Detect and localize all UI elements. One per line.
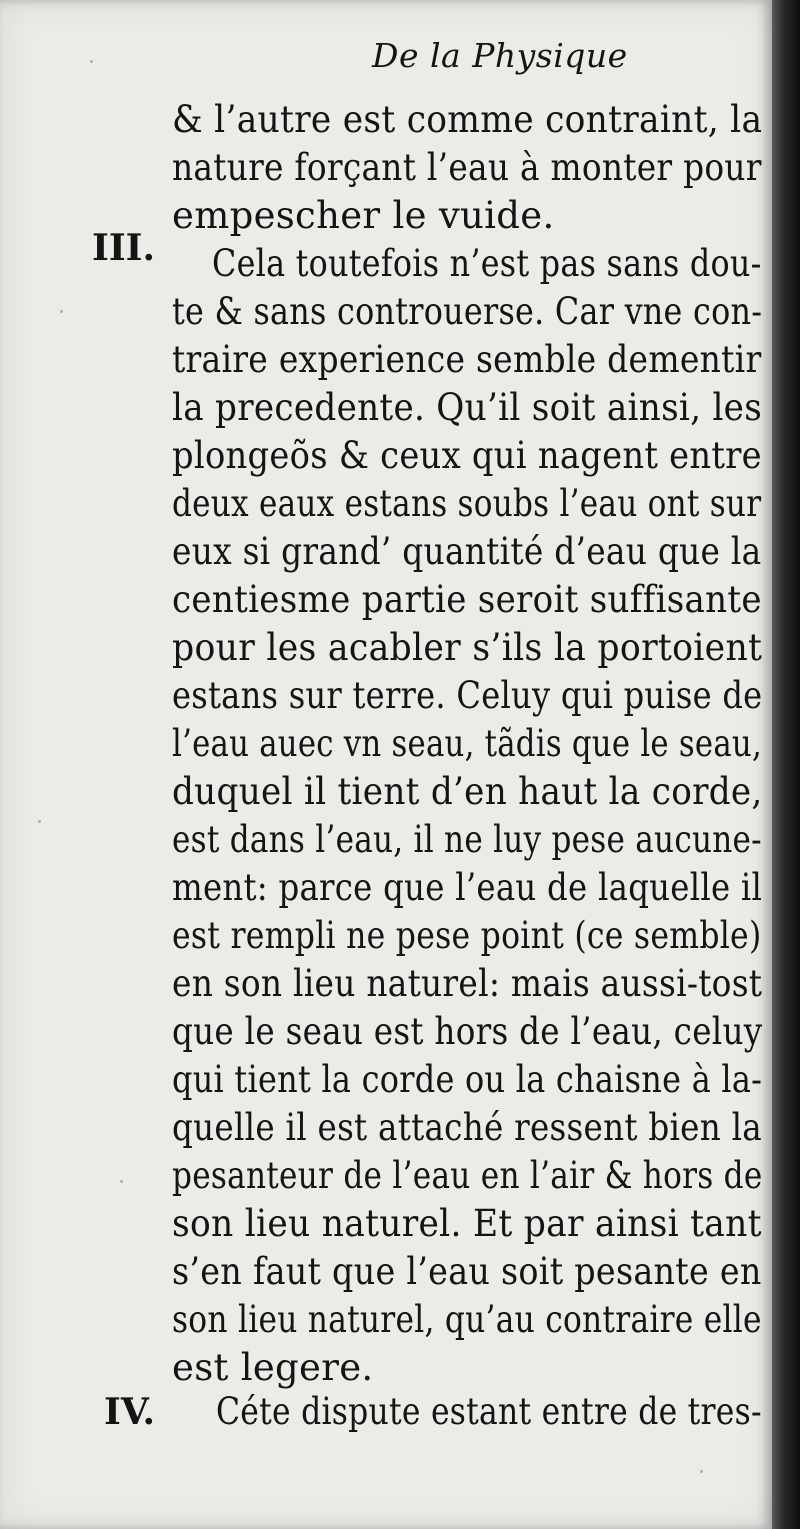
- text-line: nature forçant l’eau à monter pour: [172, 146, 762, 189]
- paper-speck: [60, 310, 63, 313]
- text-line: est legere.: [172, 1346, 374, 1389]
- paper-speck: [700, 1470, 703, 1473]
- running-head: De la Physique: [372, 36, 628, 75]
- text-line: Céte dispute estant entre de tres-: [216, 1390, 762, 1433]
- text-line: pesanteur de l’eau en l’air & hors de: [172, 1154, 763, 1197]
- paper-speck: [38, 820, 41, 823]
- text-line: qui tient la corde ou la chaisne à la-: [172, 1058, 763, 1101]
- text-line: duquel il tient d’en haut la corde,: [172, 770, 763, 813]
- text-line: traire experience semble dementir: [172, 338, 762, 381]
- text-line: quelle il est attaché ressent bien la: [172, 1106, 762, 1149]
- text-line: estans sur terre. Celuy qui puise de: [172, 674, 763, 717]
- text-line: eux si grand’ quantité d’eau que la: [172, 530, 762, 573]
- text-line: pour les acabler s’ils la portoient: [172, 626, 763, 669]
- text-line: Cela toutefois n’est pas sans dou-: [212, 242, 762, 285]
- text-line: est rempli ne pese point (ce semble): [172, 914, 762, 957]
- text-line: te & sans controuerse. Car vne con-: [172, 290, 763, 333]
- text-line: la precedente. Qu’il soit ainsi, les: [172, 386, 763, 429]
- text-line: ment: parce que l’eau de laquelle il: [172, 866, 763, 909]
- text-line: son lieu naturel. Et par ainsi tant: [172, 1202, 762, 1245]
- text-line: & l’autre est comme contraint, la: [172, 98, 763, 141]
- paper-speck: [90, 60, 93, 63]
- text-line: s’en faut que l’eau soit pesante en: [172, 1250, 762, 1293]
- section-marker-iii: III.: [92, 227, 156, 269]
- text-line: deux eaux estans soubs l’eau ont sur: [172, 482, 762, 525]
- text-line: empescher le vuide.: [172, 194, 555, 237]
- text-line: son lieu naturel, qu’au contraire elle: [172, 1298, 762, 1341]
- paper-speck: [120, 1180, 123, 1183]
- text-line: l’eau auec vn seau, tãdis que le seau,: [172, 722, 763, 765]
- text-line: est dans l’eau, il ne luy pese aucune-: [172, 818, 762, 861]
- section-marker-iv: IV.: [104, 1391, 156, 1433]
- text-line: en son lieu naturel: mais aussi-tost: [172, 962, 763, 1005]
- text-line: que le seau est hors de l’eau, celuy: [172, 1010, 763, 1053]
- text-line: centiesme partie seroit suffisante: [172, 578, 762, 621]
- page-edge-shadow: [772, 0, 800, 1529]
- text-line: plongeõs & ceux qui nagent entre: [172, 434, 762, 477]
